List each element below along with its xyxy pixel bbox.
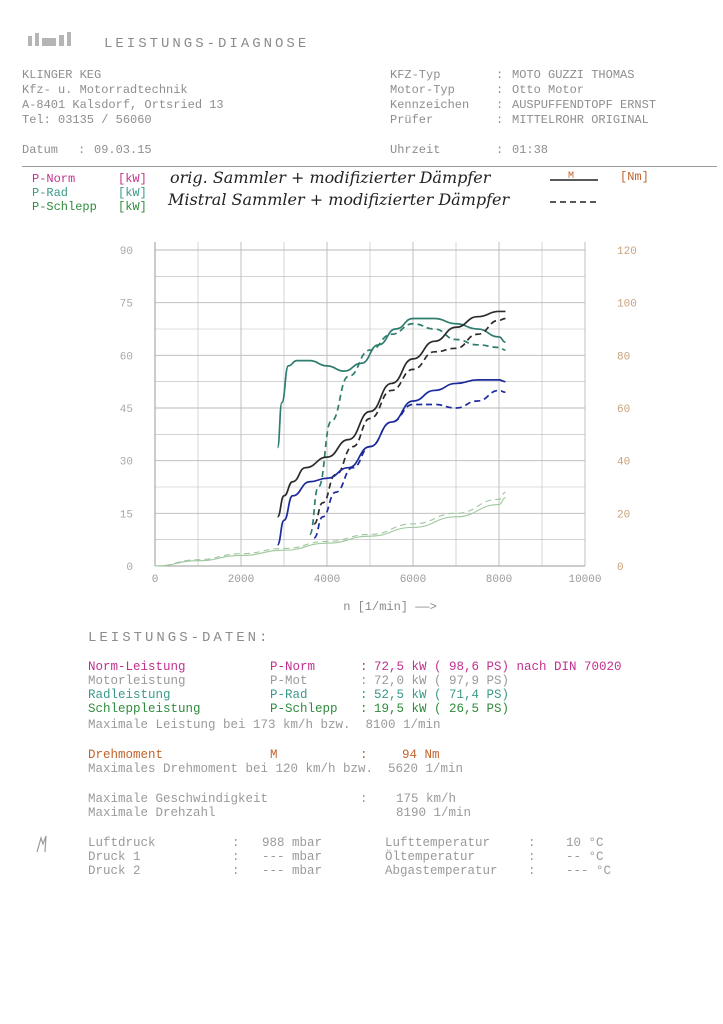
legend-p-norm: P-Norm <box>32 172 76 186</box>
max-leistung: Maximale Leistung bei 173 km/h bzw. 8100 1/min <box>88 718 441 732</box>
y-left-tick-label: 90 <box>119 246 133 258</box>
max-drehzahl-value: 8190 1/min <box>396 806 472 820</box>
y-left-tick-label: 45 <box>119 404 133 416</box>
kennzeichen-label: Kennzeichen <box>390 98 470 112</box>
y-left-tick-label: 0 <box>126 562 133 574</box>
legend-unit: [kW] <box>118 200 147 214</box>
env-value: 988 mbar <box>262 836 323 850</box>
y-left-tick-label: 30 <box>119 456 133 469</box>
legend-unit: [kW] <box>118 186 147 200</box>
sep: : <box>360 748 368 762</box>
page-title: LEISTUNGS-DIAGNOSE <box>104 36 310 52</box>
scan-artifact-mark <box>34 834 50 856</box>
y-right-tick-label: 60 <box>617 404 631 416</box>
series-p-rad-dashed <box>314 390 505 537</box>
x-tick-label: 0 <box>151 574 159 586</box>
header-divider <box>22 166 717 167</box>
motor-typ-value: Otto Motor <box>512 83 585 97</box>
env-label: Druck 2 <box>88 864 141 878</box>
drehmoment-label: Drehmoment <box>88 748 164 762</box>
daten-title: LEISTUNGS-DATEN: <box>88 630 271 646</box>
legend-p-schlepp: P-Schlepp <box>32 200 97 214</box>
daten-row-symbol: P-Norm <box>270 660 316 674</box>
daten-row-value: 52,5 kW ( 71,4 PS) <box>374 688 510 702</box>
company-logo <box>26 30 80 48</box>
legend-line-samples <box>548 172 608 212</box>
sep: : <box>78 143 86 157</box>
daten-row-symbol: P-Rad <box>270 688 308 702</box>
series-p-schlepp-dashed <box>155 492 505 566</box>
max-drehzahl-label: Maximale Drehzahl <box>88 806 216 820</box>
datum-label: Datum <box>22 143 59 157</box>
datum-value: 09.03.15 <box>94 143 152 157</box>
kennzeichen-value: AUSPUFFENDTOPF ERNST <box>512 98 657 112</box>
x-axis-label: n [1/min] ——> <box>343 600 437 614</box>
y-right-tick-label: 20 <box>617 509 631 522</box>
handwritten-note-1: orig. Sammler + modifizierter Dämpfer <box>170 168 491 187</box>
y-right-tick-label: 40 <box>617 456 631 469</box>
x-tick-label: 4000 <box>313 574 341 586</box>
daten-row-value: 72,0 kW ( 97,9 PS) <box>374 674 510 688</box>
daten-row-value: 19,5 kW ( 26,5 PS) <box>374 702 510 716</box>
env-right-sep: : <box>528 836 536 850</box>
env-right-value: --- °C <box>566 864 612 878</box>
env-right-sep: : <box>528 864 536 878</box>
company-address: A-8401 Kalsdorf, Ortsried 13 <box>22 98 224 112</box>
y-right-tick-label: 120 <box>617 246 637 258</box>
sep: : <box>496 83 504 97</box>
pruefer-value: MITTELROHR ORIGINAL <box>512 113 649 127</box>
sep: : <box>496 143 504 157</box>
y-right-tick-label: 100 <box>617 298 637 311</box>
env-right-sep: : <box>528 850 536 864</box>
env-label: Luftdruck <box>88 836 156 850</box>
env-sep: : <box>232 836 240 850</box>
legend-p-rad: P-Rad <box>32 186 69 200</box>
x-tick-label: 10000 <box>568 574 602 586</box>
y-left-tick-label: 75 <box>119 298 133 311</box>
x-tick-label: 6000 <box>399 574 427 586</box>
env-right-label: Lufttemperatur <box>385 836 491 850</box>
x-tick-label: 8000 <box>485 574 513 586</box>
y-left-tick-label: 15 <box>119 509 133 522</box>
env-label: Druck 1 <box>88 850 141 864</box>
env-right-value: -- °C <box>566 850 604 864</box>
daten-row-label: Motorleistung <box>88 674 186 688</box>
env-right-label: Abgastemperatur <box>385 864 498 878</box>
x-tick-label: 2000 <box>227 574 255 586</box>
sep: : <box>496 113 504 127</box>
env-sep: : <box>232 850 240 864</box>
company-name: KLINGER KEG <box>22 68 102 82</box>
series-p-rad-solid <box>278 380 506 545</box>
env-right-value: 10 °C <box>566 836 604 850</box>
series-p-norm-dashed <box>314 318 505 523</box>
max-geschw-label: Maximale Geschwindigkeit <box>88 792 269 806</box>
daten-row-symbol: P-Schlepp <box>270 702 338 716</box>
handwritten-note-2: Mistral Sammler + modifizierter Dämpfer <box>168 190 510 209</box>
uhrzeit-value: 01:38 <box>512 143 549 157</box>
daten-row-label: Norm-Leistung <box>88 660 186 674</box>
env-right-label: Öltemperatur <box>385 850 476 864</box>
daten-row-sep: : <box>360 674 368 688</box>
max-geschw-value: 175 km/h <box>396 792 457 806</box>
sep: : <box>360 792 368 806</box>
y-right-tick-label: 80 <box>617 351 631 364</box>
kfz-typ-label: KFZ-Typ <box>390 68 441 82</box>
daten-row-symbol: P-Mot <box>270 674 308 688</box>
daten-row-label: Schleppleistung <box>88 702 201 716</box>
kfz-typ-value: MOTO GUZZI THOMAS <box>512 68 635 82</box>
uhrzeit-label: Uhrzeit <box>390 143 441 157</box>
daten-row-sep: : <box>360 702 368 716</box>
daten-row-sep: : <box>360 688 368 702</box>
env-value: --- mbar <box>262 850 323 864</box>
power-chart <box>0 220 723 620</box>
motor-typ-label: Motor-Typ <box>390 83 455 97</box>
daten-row-value: 72,5 kW ( 98,6 PS) nach DIN 70020 <box>374 660 622 674</box>
daten-row-sep: : <box>360 660 368 674</box>
drehmoment-value: 94 Nm <box>402 748 440 762</box>
series-p-schlepp-solid <box>155 498 505 566</box>
y-right-tick-label: 0 <box>617 562 624 574</box>
daten-row-label: Radleistung <box>88 688 171 702</box>
company-line-2: Kfz- u. Motorradtechnik <box>22 83 188 97</box>
max-drehmoment: Maximales Drehmoment bei 120 km/h bzw. 5620 1/min <box>88 762 464 776</box>
sep: : <box>496 98 504 112</box>
pruefer-label: Prüfer <box>390 113 434 127</box>
series-p-norm-solid <box>278 311 506 516</box>
sep: : <box>496 68 504 82</box>
env-value: --- mbar <box>262 864 323 878</box>
legend-unit: [kW] <box>118 172 147 186</box>
env-sep: : <box>232 864 240 878</box>
legend-m: M <box>568 171 575 182</box>
company-phone: Tel: 03135 / 56060 <box>22 113 152 127</box>
legend-unit-nm: [Nm] <box>620 170 649 184</box>
y-left-tick-label: 60 <box>119 351 133 364</box>
drehmoment-symbol: M <box>270 748 278 762</box>
